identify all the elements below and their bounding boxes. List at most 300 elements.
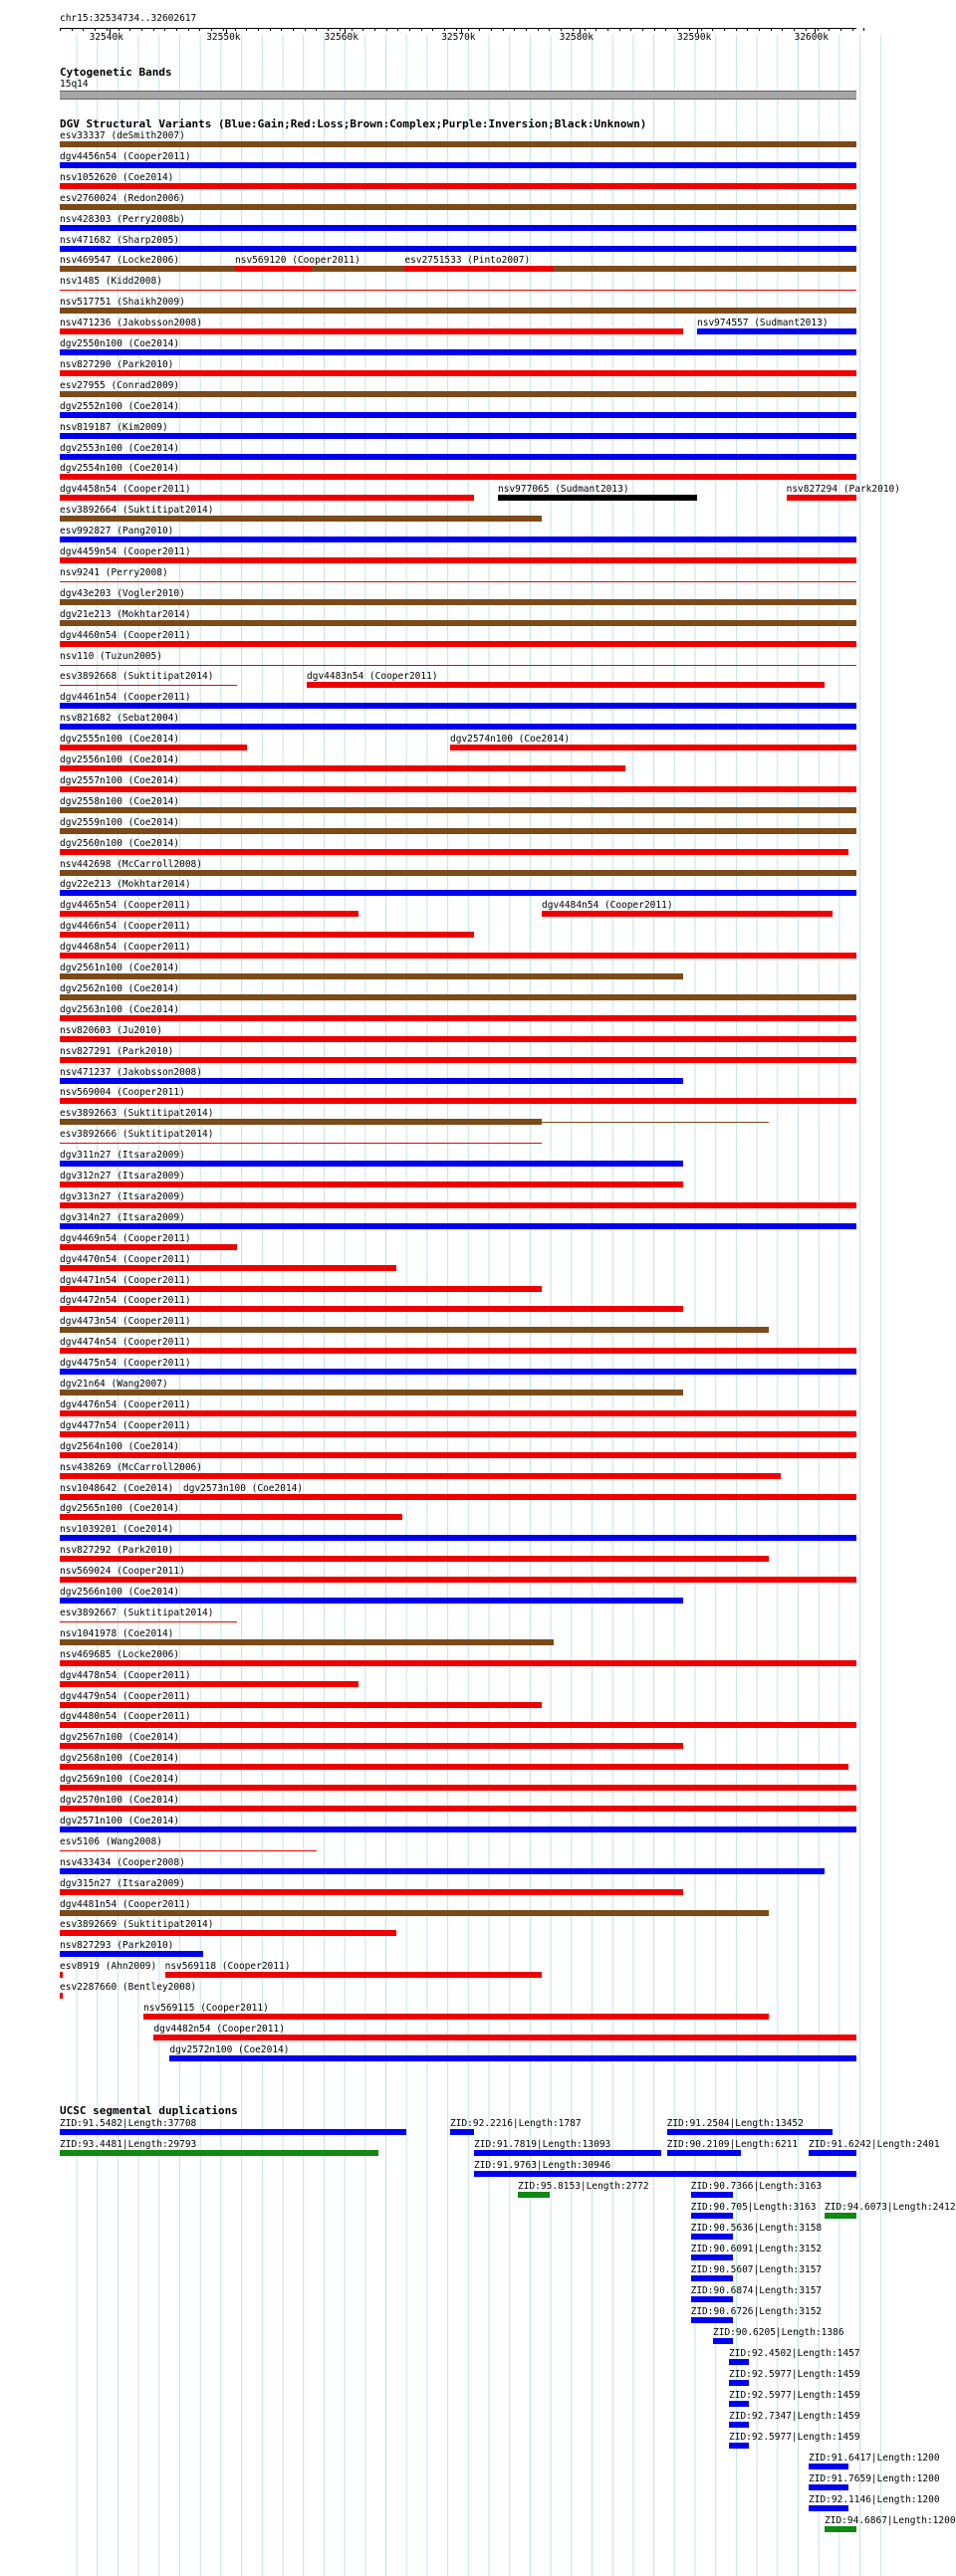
variant-label[interactable]: nsv110 (Tuzun2005) bbox=[60, 650, 162, 662]
variant-label[interactable]: dgv2571n100 (Coe2014) bbox=[60, 1815, 180, 1826]
variant-label[interactable]: dgv2558n100 (Coe2014) bbox=[60, 795, 180, 807]
cytoband-bar[interactable] bbox=[60, 91, 856, 100]
variant-label[interactable]: esv2287660 (Bentley2008) bbox=[60, 1982, 197, 1994]
variant-bar[interactable] bbox=[60, 765, 625, 771]
variant-label[interactable]: dgv4468n54 (Cooper2011) bbox=[60, 942, 191, 954]
variant-bar[interactable] bbox=[60, 953, 856, 959]
variant-label[interactable]: esv3892664 (Suktitipat2014) bbox=[60, 505, 214, 517]
variant-label[interactable]: nsv569120 (Cooper2011) bbox=[235, 255, 360, 267]
segdup-label[interactable]: ZID:92.5977|Length:1459 bbox=[729, 2432, 860, 2443]
variant-bar[interactable] bbox=[60, 1494, 183, 1500]
variant-label[interactable]: nsv569004 (Cooper2011) bbox=[60, 1087, 185, 1099]
ruler-minor-tick bbox=[782, 28, 783, 31]
ruler-minor-tick bbox=[409, 28, 410, 31]
segdup-bar[interactable] bbox=[691, 2234, 733, 2240]
variant-label[interactable]: nsv469685 (Locke2006) bbox=[60, 1648, 180, 1660]
variant-label[interactable]: dgv2568n100 (Coe2014) bbox=[60, 1753, 180, 1765]
ruler-tick-label: 32570k bbox=[441, 32, 476, 43]
ruler-minor-tick bbox=[724, 28, 725, 31]
variant-label[interactable]: dgv313n27 (Itsara2009) bbox=[60, 1190, 185, 1202]
variant-bar[interactable] bbox=[60, 1806, 856, 1812]
variant-label[interactable]: dgv2553n100 (Coe2014) bbox=[60, 442, 180, 454]
variant-bar[interactable] bbox=[60, 641, 856, 647]
segdup-label[interactable]: ZID:92.7347|Length:1459 bbox=[729, 2411, 860, 2422]
variant-bar[interactable] bbox=[60, 1265, 396, 1271]
segdup-label[interactable]: ZID:92.2216|Length:1787 bbox=[450, 2118, 582, 2129]
ruler-tick-label: 32580k bbox=[559, 32, 594, 43]
variant-bar[interactable] bbox=[60, 1702, 542, 1708]
variant-label[interactable]: nsv820603 (Ju2010) bbox=[60, 1024, 162, 1036]
segdup-label[interactable]: ZID:90.6874|Length:3157 bbox=[690, 2285, 823, 2296]
variant-bar[interactable] bbox=[60, 1514, 402, 1520]
variant-bar[interactable] bbox=[60, 557, 856, 563]
variant-bar[interactable] bbox=[60, 1410, 856, 1416]
variant-label[interactable]: nsv827292 (Park2010) bbox=[60, 1545, 174, 1557]
variant-label[interactable]: dgv2572n100 (Coe2014) bbox=[169, 2043, 290, 2055]
segdup-label[interactable]: ZID:91.2504|Length:13452 bbox=[666, 2118, 804, 2129]
variant-bar[interactable] bbox=[60, 1660, 856, 1666]
variant-label[interactable]: nsv1052620 (Coe2014) bbox=[60, 171, 174, 183]
ruler-tick-label: 32540k bbox=[89, 32, 123, 43]
variant-bar[interactable] bbox=[60, 433, 856, 439]
variant-bar[interactable] bbox=[60, 308, 856, 314]
variant-bar[interactable] bbox=[60, 1951, 203, 1957]
variant-bar[interactable] bbox=[60, 994, 856, 1000]
ruler-tick-label: 32550k bbox=[206, 32, 241, 43]
segdup-label[interactable]: ZID:92.5977|Length:1459 bbox=[729, 2369, 860, 2380]
variant-label[interactable]: dgv2569n100 (Coe2014) bbox=[60, 1774, 180, 1786]
segdup-bar[interactable] bbox=[809, 2505, 848, 2511]
variant-label[interactable]: nsv974557 (Sudmant2013) bbox=[697, 318, 829, 329]
variant-label[interactable]: dgv4476n54 (Cooper2011) bbox=[60, 1398, 191, 1410]
variant-label[interactable]: dgv4484n54 (Cooper2011) bbox=[542, 900, 673, 912]
segdup-label[interactable]: ZID:91.7819|Length:13093 bbox=[474, 2139, 611, 2150]
variant-label[interactable]: esv8919 (Ahn2009) bbox=[60, 1961, 157, 1973]
variant-label[interactable]: nsv471237 (Jakobsson2008) bbox=[60, 1066, 202, 1078]
variant-label[interactable]: nsv1485 (Kidd2008) bbox=[60, 276, 162, 288]
variant-bar[interactable] bbox=[60, 1306, 683, 1312]
variant-bar[interactable] bbox=[787, 495, 856, 501]
segdup-label[interactable]: ZID:92.5977|Length:1459 bbox=[729, 2390, 860, 2401]
variant-bar[interactable] bbox=[60, 1785, 856, 1791]
variant-bar[interactable] bbox=[60, 1181, 683, 1187]
ruler-minor-tick bbox=[281, 28, 282, 31]
variant-bar[interactable] bbox=[60, 1015, 856, 1021]
variant-label[interactable]: dgv4479n54 (Cooper2011) bbox=[60, 1690, 191, 1702]
variant-bar[interactable] bbox=[60, 1369, 856, 1375]
variant-bar[interactable] bbox=[60, 870, 856, 876]
segdup-label[interactable]: ZID:90.6205|Length:1386 bbox=[713, 2327, 844, 2338]
variant-label[interactable]: nsv1048642 (Coe2014) bbox=[60, 1482, 174, 1494]
variant-label[interactable]: esv3892668 (Suktitipat2014) bbox=[60, 671, 214, 683]
variant-bar[interactable] bbox=[60, 1930, 396, 1936]
variant-bar[interactable] bbox=[60, 1535, 856, 1541]
variant-label[interactable]: nsv819187 (Kim2009) bbox=[60, 421, 168, 433]
variant-label[interactable]: dgv4459n54 (Cooper2011) bbox=[60, 546, 191, 557]
variant-bar[interactable] bbox=[60, 1910, 769, 1916]
variant-bar[interactable] bbox=[60, 1850, 317, 1851]
segdup-bar[interactable] bbox=[60, 2150, 378, 2156]
variant-bar[interactable] bbox=[498, 495, 697, 501]
variant-label[interactable]: nsv1041978 (Coe2014) bbox=[60, 1627, 174, 1639]
segdup-bar[interactable] bbox=[809, 2484, 848, 2490]
variant-bar[interactable] bbox=[60, 828, 856, 834]
variant-bar[interactable] bbox=[60, 1431, 856, 1437]
variant-label[interactable]: dgv2565n100 (Coe2014) bbox=[60, 1503, 180, 1515]
ruler-minor-tick bbox=[119, 28, 120, 31]
variant-bar[interactable] bbox=[60, 703, 856, 709]
variant-bar[interactable] bbox=[60, 1598, 683, 1604]
variant-label[interactable]: dgv315n27 (Itsara2009) bbox=[60, 1877, 185, 1889]
ruler-minor-tick bbox=[549, 28, 550, 31]
variant-label[interactable]: dgv2566n100 (Coe2014) bbox=[60, 1587, 180, 1598]
variant-bar[interactable] bbox=[60, 1119, 542, 1125]
variant-bar[interactable] bbox=[60, 932, 474, 938]
segdup-label[interactable]: ZID:91.9763|Length:30946 bbox=[474, 2160, 611, 2171]
variant-label[interactable]: dgv4461n54 (Cooper2011) bbox=[60, 692, 191, 704]
variant-bar[interactable] bbox=[165, 1972, 542, 1978]
variant-label[interactable]: nsv827293 (Park2010) bbox=[60, 1940, 174, 1952]
segdup-bar[interactable] bbox=[729, 2359, 749, 2365]
segdup-label[interactable]: ZID:91.5482|Length:37708 bbox=[60, 2118, 197, 2129]
variant-bar[interactable] bbox=[60, 1743, 683, 1749]
variant-label[interactable]: dgv314n27 (Itsara2009) bbox=[60, 1211, 185, 1223]
variant-label[interactable]: nsv569024 (Cooper2011) bbox=[60, 1566, 185, 1578]
segdup-label[interactable]: ZID:90.5636|Length:3158 bbox=[690, 2223, 823, 2234]
variant-bar[interactable] bbox=[60, 1889, 683, 1895]
variant-bar[interactable] bbox=[60, 581, 856, 582]
variant-bar[interactable] bbox=[60, 1621, 237, 1622]
variant-label[interactable]: dgv312n27 (Itsara2009) bbox=[60, 1171, 185, 1181]
variant-bar[interactable] bbox=[60, 745, 247, 751]
variant-label[interactable]: esv33337 (deSmith2007) bbox=[60, 130, 185, 141]
variant-bar[interactable] bbox=[60, 685, 237, 686]
variant-label[interactable]: dgv4481n54 (Cooper2011) bbox=[60, 1898, 191, 1910]
variant-label[interactable]: nsv428303 (Perry2008b) bbox=[60, 213, 185, 225]
variant-label[interactable]: nsv438269 (McCarroll2006) bbox=[60, 1461, 202, 1473]
variant-label[interactable]: dgv43e203 (Vogler2010) bbox=[60, 587, 185, 599]
variant-label[interactable]: dgv4466n54 (Cooper2011) bbox=[60, 921, 191, 933]
variant-label[interactable]: nsv977065 (Sudmant2013) bbox=[498, 484, 629, 496]
segdup-bar[interactable] bbox=[729, 2422, 749, 2428]
segdup-bar[interactable] bbox=[691, 2254, 733, 2260]
variant-bar[interactable] bbox=[60, 599, 856, 605]
segdup-label[interactable]: ZID:90.6726|Length:3152 bbox=[690, 2306, 823, 2317]
variant-label[interactable]: dgv2574n100 (Coe2014) bbox=[450, 734, 571, 746]
variant-bar[interactable] bbox=[60, 911, 358, 917]
variant-label[interactable]: dgv4480n54 (Cooper2011) bbox=[60, 1711, 191, 1723]
variant-label[interactable]: nsv1039201 (Coe2014) bbox=[60, 1524, 174, 1536]
variant-label[interactable]: dgv2555n100 (Coe2014) bbox=[60, 734, 180, 746]
ruler-minor-tick bbox=[432, 28, 433, 31]
ruler-minor-tick bbox=[293, 28, 294, 31]
segdup-bar[interactable] bbox=[667, 2150, 741, 2156]
variant-bar[interactable] bbox=[60, 1972, 63, 1978]
segdup-label[interactable]: ZID:90.6091|Length:3152 bbox=[690, 2244, 823, 2254]
segdup-label[interactable]: ZID:95.8153|Length:2772 bbox=[518, 2181, 649, 2192]
variant-label[interactable]: nsv9241 (Perry2008) bbox=[60, 566, 168, 578]
variant-bar[interactable] bbox=[60, 1057, 856, 1063]
ruler-minor-tick bbox=[829, 28, 830, 31]
variant-bar[interactable] bbox=[60, 849, 848, 855]
variant-bar[interactable] bbox=[404, 266, 554, 272]
segdup-label[interactable]: ZID:93.4481|Length:29793 bbox=[60, 2139, 197, 2150]
variant-bar[interactable] bbox=[60, 454, 856, 460]
ruler-minor-tick bbox=[352, 28, 353, 31]
variant-label[interactable]: dgv4469n54 (Cooper2011) bbox=[60, 1232, 191, 1244]
segdup-label[interactable]: ZID:92.4502|Length:1457 bbox=[729, 2348, 860, 2359]
variant-bar[interactable] bbox=[60, 1202, 856, 1208]
variant-bar[interactable] bbox=[60, 1993, 63, 1999]
variant-bar[interactable] bbox=[60, 328, 683, 334]
variant-label[interactable]: nsv471682 (Sharp2005) bbox=[60, 234, 180, 246]
segdup-label[interactable]: ZID:90.5607|Length:3157 bbox=[690, 2264, 823, 2275]
variant-label[interactable]: dgv2563n100 (Coe2014) bbox=[60, 1003, 180, 1015]
variant-bar[interactable] bbox=[169, 2055, 856, 2061]
variant-bar[interactable] bbox=[60, 246, 856, 252]
variant-bar[interactable] bbox=[60, 162, 856, 168]
variant-bar[interactable] bbox=[60, 391, 856, 397]
segdup-bar[interactable] bbox=[729, 2443, 749, 2449]
variant-label[interactable]: nsv517751 (Shaikh2009) bbox=[60, 297, 185, 309]
variant-label[interactable]: dgv21e213 (Mokhtar2014) bbox=[60, 608, 191, 620]
variant-bar[interactable] bbox=[60, 1681, 358, 1687]
segdup-label[interactable]: ZID:91.6242|Length:2401 bbox=[809, 2139, 940, 2150]
variant-label[interactable]: esv27955 (Conrad2009) bbox=[60, 379, 180, 391]
ruler-minor-tick bbox=[491, 28, 492, 31]
variant-label[interactable]: dgv4458n54 (Cooper2011) bbox=[60, 484, 191, 496]
segdup-bar[interactable] bbox=[691, 2317, 733, 2323]
ruler-minor-tick bbox=[95, 28, 96, 31]
variant-label[interactable]: nsv442698 (McCarroll2008) bbox=[60, 858, 202, 870]
segdup-label[interactable]: ZID:91.6417|Length:1200 bbox=[809, 2453, 940, 2464]
variant-label[interactable]: nsv569118 (Cooper2011) bbox=[164, 1961, 291, 1973]
variant-label[interactable]: dgv4471n54 (Cooper2011) bbox=[60, 1274, 191, 1286]
segdup-label[interactable]: ZID:91.7659|Length:1200 bbox=[809, 2473, 940, 2484]
segdup-label[interactable]: ZID:94.6867|Length:1200 bbox=[825, 2515, 956, 2526]
variant-label[interactable]: dgv2562n100 (Coe2014) bbox=[60, 982, 180, 994]
segdup-bar[interactable] bbox=[825, 2526, 856, 2532]
ruler-minor-tick bbox=[235, 28, 236, 31]
variant-label[interactable]: dgv4482n54 (Cooper2011) bbox=[153, 2023, 285, 2035]
variant-label[interactable]: dgv4475n54 (Cooper2011) bbox=[60, 1358, 191, 1370]
variant-bar[interactable] bbox=[60, 620, 856, 626]
variant-label[interactable]: nsv827290 (Park2010) bbox=[60, 358, 174, 370]
segdup-bar[interactable] bbox=[729, 2401, 749, 2407]
ruler-minor-tick bbox=[538, 28, 539, 31]
variant-bar[interactable] bbox=[60, 183, 856, 189]
ruler-minor-tick bbox=[736, 28, 737, 31]
ruler-minor-tick bbox=[479, 28, 480, 31]
ruler-minor-tick bbox=[561, 28, 562, 31]
variant-label[interactable]: nsv821682 (Sebat2004) bbox=[60, 713, 180, 725]
variant-bar[interactable] bbox=[450, 745, 856, 751]
variant-bar[interactable] bbox=[60, 1327, 769, 1333]
variant-label[interactable]: dgv4474n54 (Cooper2011) bbox=[60, 1337, 191, 1349]
variant-bar[interactable] bbox=[60, 495, 474, 501]
segdup-bar[interactable] bbox=[518, 2192, 550, 2198]
variant-bar[interactable] bbox=[60, 786, 856, 792]
ruler-minor-tick bbox=[642, 28, 643, 31]
variant-label[interactable]: nsv827291 (Park2010) bbox=[60, 1045, 174, 1057]
variant-label[interactable]: dgv22e213 (Mokhtar2014) bbox=[60, 879, 191, 891]
variant-label[interactable]: dgv2564n100 (Coe2014) bbox=[60, 1440, 180, 1452]
variant-bar[interactable] bbox=[542, 1122, 769, 1123]
variant-bar[interactable] bbox=[60, 1556, 769, 1562]
variant-bar[interactable] bbox=[60, 290, 856, 291]
ruler-minor-tick bbox=[421, 28, 422, 31]
variant-bar[interactable] bbox=[60, 204, 856, 210]
variant-bar[interactable] bbox=[183, 1494, 856, 1500]
variant-label[interactable]: dgv2557n100 (Coe2014) bbox=[60, 774, 180, 786]
variant-label[interactable]: esv5106 (Wang2008) bbox=[60, 1835, 162, 1847]
variant-bar[interactable] bbox=[60, 225, 856, 231]
variant-label[interactable]: dgv311n27 (Itsara2009) bbox=[60, 1150, 185, 1162]
segdup-bar[interactable] bbox=[809, 2150, 856, 2156]
segdup-label[interactable]: ZID:92.1146|Length:1200 bbox=[809, 2494, 940, 2505]
variant-bar[interactable] bbox=[60, 1348, 856, 1354]
segdup-bar[interactable] bbox=[691, 2192, 733, 2198]
variant-label[interactable]: dgv4460n54 (Cooper2011) bbox=[60, 629, 191, 641]
variant-bar[interactable] bbox=[60, 1826, 856, 1832]
ruler-minor-tick bbox=[689, 28, 690, 31]
variant-bar[interactable] bbox=[60, 412, 856, 418]
variant-label[interactable]: esv3892663 (Suktitipat2014) bbox=[60, 1108, 214, 1120]
segdup-label[interactable]: ZID:90.2109|Length:6211 bbox=[666, 2139, 799, 2150]
variant-bar[interactable] bbox=[60, 1286, 542, 1292]
variant-label[interactable]: dgv2567n100 (Coe2014) bbox=[60, 1732, 180, 1744]
variant-label[interactable]: dgv2554n100 (Coe2014) bbox=[60, 463, 180, 475]
variant-bar[interactable] bbox=[60, 1577, 856, 1583]
segdup-bar[interactable] bbox=[474, 2150, 661, 2156]
variant-label[interactable]: dgv4470n54 (Cooper2011) bbox=[60, 1253, 191, 1265]
variant-label[interactable]: nsv471236 (Jakobsson2008) bbox=[60, 318, 202, 329]
segdup-label[interactable]: ZID:94.6073|Length:2412 bbox=[825, 2202, 956, 2213]
variant-bar[interactable] bbox=[60, 1078, 683, 1084]
segdup-bar[interactable] bbox=[825, 2213, 856, 2219]
variant-label[interactable]: esv992827 (Pang2010) bbox=[60, 526, 174, 537]
segdup-label[interactable]: ZID:90.705|Length:3163 bbox=[690, 2202, 817, 2213]
ruler-minor-tick bbox=[456, 28, 457, 31]
ruler-minor-tick bbox=[677, 28, 678, 31]
variant-bar[interactable] bbox=[60, 1452, 856, 1458]
variant-bar[interactable] bbox=[307, 682, 825, 688]
variant-label[interactable]: dgv4478n54 (Cooper2011) bbox=[60, 1669, 191, 1681]
variant-bar[interactable] bbox=[60, 516, 542, 522]
variant-bar[interactable] bbox=[60, 349, 856, 355]
segdup-bar[interactable] bbox=[729, 2380, 749, 2386]
variant-label[interactable]: dgv2561n100 (Coe2014) bbox=[60, 963, 180, 973]
variant-bar[interactable] bbox=[542, 911, 833, 917]
variant-bar[interactable] bbox=[153, 2035, 856, 2040]
variant-label[interactable]: nsv469547 (Locke2006) bbox=[60, 255, 180, 267]
variant-label[interactable]: dgv4477n54 (Cooper2011) bbox=[60, 1419, 191, 1431]
variant-bar[interactable] bbox=[143, 2014, 769, 2020]
variant-bar[interactable] bbox=[60, 1722, 856, 1728]
variant-label[interactable]: dgv21n64 (Wang2007) bbox=[60, 1379, 168, 1390]
variant-bar[interactable] bbox=[60, 141, 856, 147]
variant-label[interactable]: dgv4456n54 (Cooper2011) bbox=[60, 150, 191, 162]
segdup-bar[interactable] bbox=[691, 2213, 733, 2219]
segdup-bar[interactable] bbox=[60, 2129, 406, 2135]
variant-label[interactable]: dgv4472n54 (Cooper2011) bbox=[60, 1295, 191, 1307]
variant-bar[interactable] bbox=[60, 1036, 856, 1042]
variant-bar[interactable] bbox=[60, 1639, 554, 1645]
variant-bar[interactable] bbox=[60, 1143, 542, 1144]
variant-label[interactable]: dgv2556n100 (Coe2014) bbox=[60, 754, 180, 765]
variant-label[interactable]: dgv4483n54 (Cooper2011) bbox=[307, 671, 438, 683]
variant-bar[interactable] bbox=[60, 665, 856, 666]
variant-bar[interactable] bbox=[697, 328, 856, 334]
ruler-minor-tick bbox=[701, 28, 702, 31]
segdup-bar[interactable] bbox=[450, 2129, 474, 2135]
variant-bar[interactable] bbox=[60, 1764, 848, 1770]
variant-bar[interactable] bbox=[60, 724, 856, 730]
variant-label[interactable]: dgv2570n100 (Coe2014) bbox=[60, 1795, 180, 1806]
segdup-bar[interactable] bbox=[691, 2296, 733, 2302]
variant-bar[interactable] bbox=[235, 266, 312, 272]
variant-bar[interactable] bbox=[60, 1098, 856, 1104]
variant-label[interactable]: esv3892669 (Suktitipat2014) bbox=[60, 1919, 214, 1931]
variant-label[interactable]: nsv569115 (Cooper2011) bbox=[143, 2003, 269, 2014]
variant-label[interactable]: dgv2559n100 (Coe2014) bbox=[60, 816, 180, 828]
variant-bar[interactable] bbox=[60, 1161, 683, 1167]
variant-bar[interactable] bbox=[60, 1473, 781, 1479]
coordinate-ruler[interactable] bbox=[60, 28, 856, 43]
ruler-minor-tick bbox=[794, 28, 795, 31]
variant-bar[interactable] bbox=[60, 370, 856, 376]
ruler-minor-tick bbox=[654, 28, 655, 31]
ruler-minor-tick bbox=[771, 28, 772, 31]
variant-label[interactable]: dgv2552n100 (Coe2014) bbox=[60, 400, 180, 412]
variant-label[interactable]: esv3892667 (Suktitipat2014) bbox=[60, 1607, 214, 1618]
variant-label[interactable]: dgv4473n54 (Cooper2011) bbox=[60, 1316, 191, 1328]
segdup-bar[interactable] bbox=[474, 2171, 856, 2177]
variant-bar[interactable] bbox=[60, 1244, 237, 1250]
variant-label[interactable]: dgv2573n100 (Coe2014) bbox=[183, 1482, 304, 1494]
ruler-minor-tick bbox=[60, 28, 61, 31]
variant-bar[interactable] bbox=[60, 973, 683, 979]
ruler-minor-tick bbox=[619, 28, 620, 31]
variant-bar[interactable] bbox=[60, 1868, 825, 1874]
variant-label[interactable]: dgv2560n100 (Coe2014) bbox=[60, 837, 180, 849]
variant-bar[interactable] bbox=[60, 1223, 856, 1229]
segdup-bar[interactable] bbox=[691, 2275, 733, 2281]
ruler-minor-tick bbox=[129, 28, 130, 31]
ruler-minor-tick bbox=[596, 28, 597, 31]
segdup-bar[interactable] bbox=[809, 2464, 848, 2469]
variant-bar[interactable] bbox=[60, 890, 856, 896]
variant-label[interactable]: esv2751533 (Pinto2007) bbox=[404, 255, 531, 267]
ruler-minor-tick bbox=[374, 28, 375, 31]
ruler-minor-tick bbox=[246, 28, 247, 31]
variant-label[interactable]: dgv4465n54 (Cooper2011) bbox=[60, 900, 191, 912]
variant-bar[interactable] bbox=[60, 1390, 683, 1395]
dgv-track-title: DGV Structural Variants (Blue:Gain;Red:Loss;Brown:Complex;Purple:Inversion;Black:Unknown) bbox=[60, 117, 647, 130]
segdup-label[interactable]: ZID:90.7366|Length:3163 bbox=[690, 2181, 823, 2192]
segdup-bar[interactable] bbox=[667, 2129, 833, 2135]
variant-label[interactable]: nsv433434 (Cooper2008) bbox=[60, 1856, 185, 1868]
variant-bar[interactable] bbox=[60, 537, 856, 542]
variant-label[interactable]: esv3892666 (Suktitipat2014) bbox=[60, 1129, 214, 1141]
variant-bar[interactable] bbox=[60, 807, 856, 813]
ruler-minor-tick bbox=[107, 28, 108, 31]
variant-label[interactable]: dgv2550n100 (Coe2014) bbox=[60, 338, 180, 349]
variant-label[interactable]: nsv827294 (Park2010) bbox=[786, 484, 900, 496]
variant-bar[interactable] bbox=[60, 474, 856, 480]
variant-label[interactable]: esv2760024 (Redon2006) bbox=[60, 192, 185, 204]
segdup-bar[interactable] bbox=[713, 2338, 733, 2344]
